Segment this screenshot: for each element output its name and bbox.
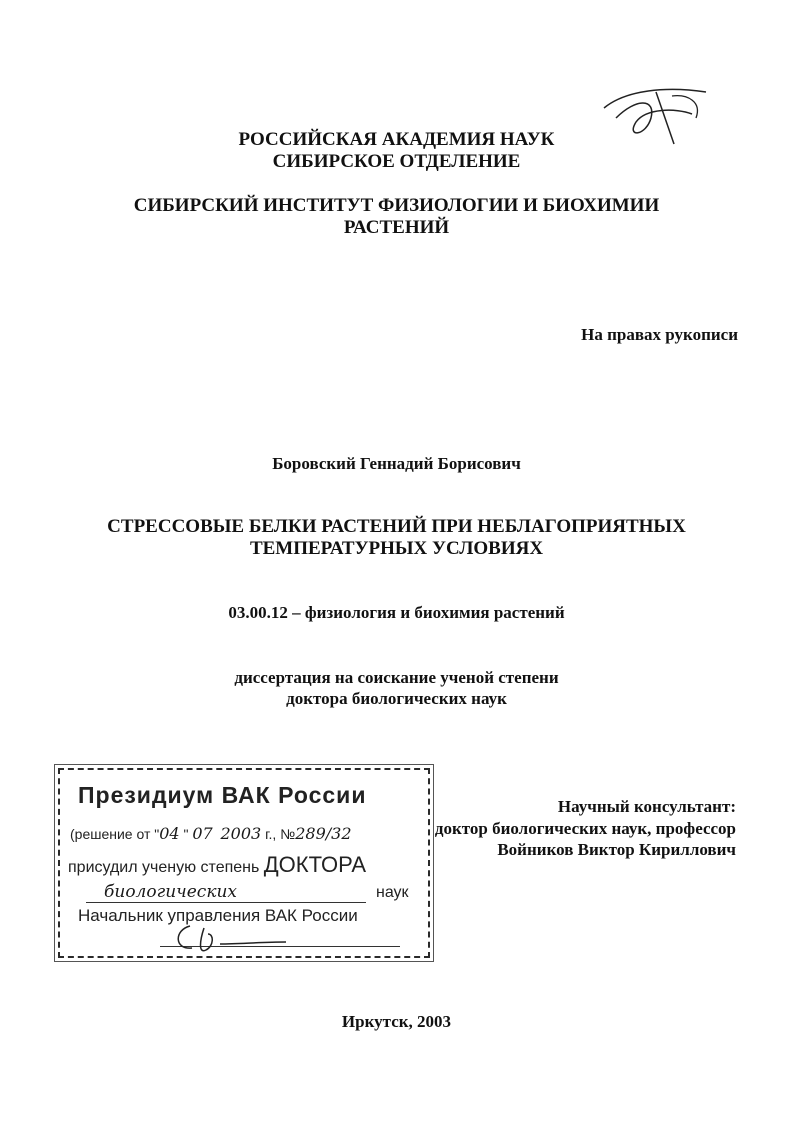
branch-name: СИБИРСКОЕ ОТДЕЛЕНИЕ <box>272 151 521 172</box>
specialty-code: 03.00.12 – физиология и биохимия растений <box>228 603 565 622</box>
stamp-heading: Президиум ВАК России <box>78 782 367 808</box>
stamp-year: 2003 <box>220 824 262 843</box>
academy-name: РОССИЙСКАЯ АКАДЕМИЯ НАУК <box>238 129 555 150</box>
stamp-field: биологических <box>104 882 238 902</box>
stamp-month: 07 <box>192 824 213 843</box>
stamp-chief: Начальник управления ВАК России <box>78 906 358 925</box>
city-year: Иркутск, 2003 <box>341 1012 452 1031</box>
institute-name-line2: РАСТЕНИЙ <box>343 217 450 238</box>
dissertation-title-line2: ТЕМПЕРАТУРНЫХ УСЛОВИЯХ <box>249 538 544 559</box>
stamp-degree: ДОКТОРА <box>263 852 367 877</box>
consultant-name: Войников Виктор Кириллович <box>497 840 736 859</box>
stamp-number: 289/32 <box>295 824 352 843</box>
author-name: Боровский Геннадий Борисович <box>272 454 521 473</box>
consultant-label: Научный консультант: <box>557 797 736 816</box>
stamp-g-no: г., № <box>265 826 296 842</box>
stamp-decision-line <box>70 824 352 843</box>
stamp-signature <box>170 920 290 956</box>
stamp-science: наук <box>376 884 409 901</box>
stamp-field-underline <box>86 902 366 903</box>
stamp-quote: " <box>183 826 189 842</box>
stamp-awarded: присудил ученую степень <box>68 859 260 876</box>
stamp-day: 04 <box>159 824 180 843</box>
stamp-decision-prefix: (решение от " <box>70 826 160 842</box>
dissertation-title-line1: СТРЕССОВЫЕ БЕЛКИ РАСТЕНИЙ ПРИ НЕБЛАГОПРИЯТНЫХ <box>107 516 686 537</box>
degree-line1: диссертация на соискание ученой степени <box>234 668 559 687</box>
vak-approval-stamp <box>58 768 430 958</box>
stamp-awarded-line <box>68 852 366 878</box>
manuscript-rights: На правах рукописи <box>581 325 738 344</box>
consultant-credentials: доктор биологических наук, профессор <box>434 819 736 838</box>
degree-line2: доктора биологических наук <box>286 689 507 708</box>
institute-name-line1: СИБИРСКИЙ ИНСТИТУТ ФИЗИОЛОГИИ И БИОХИМИИ <box>133 195 660 216</box>
